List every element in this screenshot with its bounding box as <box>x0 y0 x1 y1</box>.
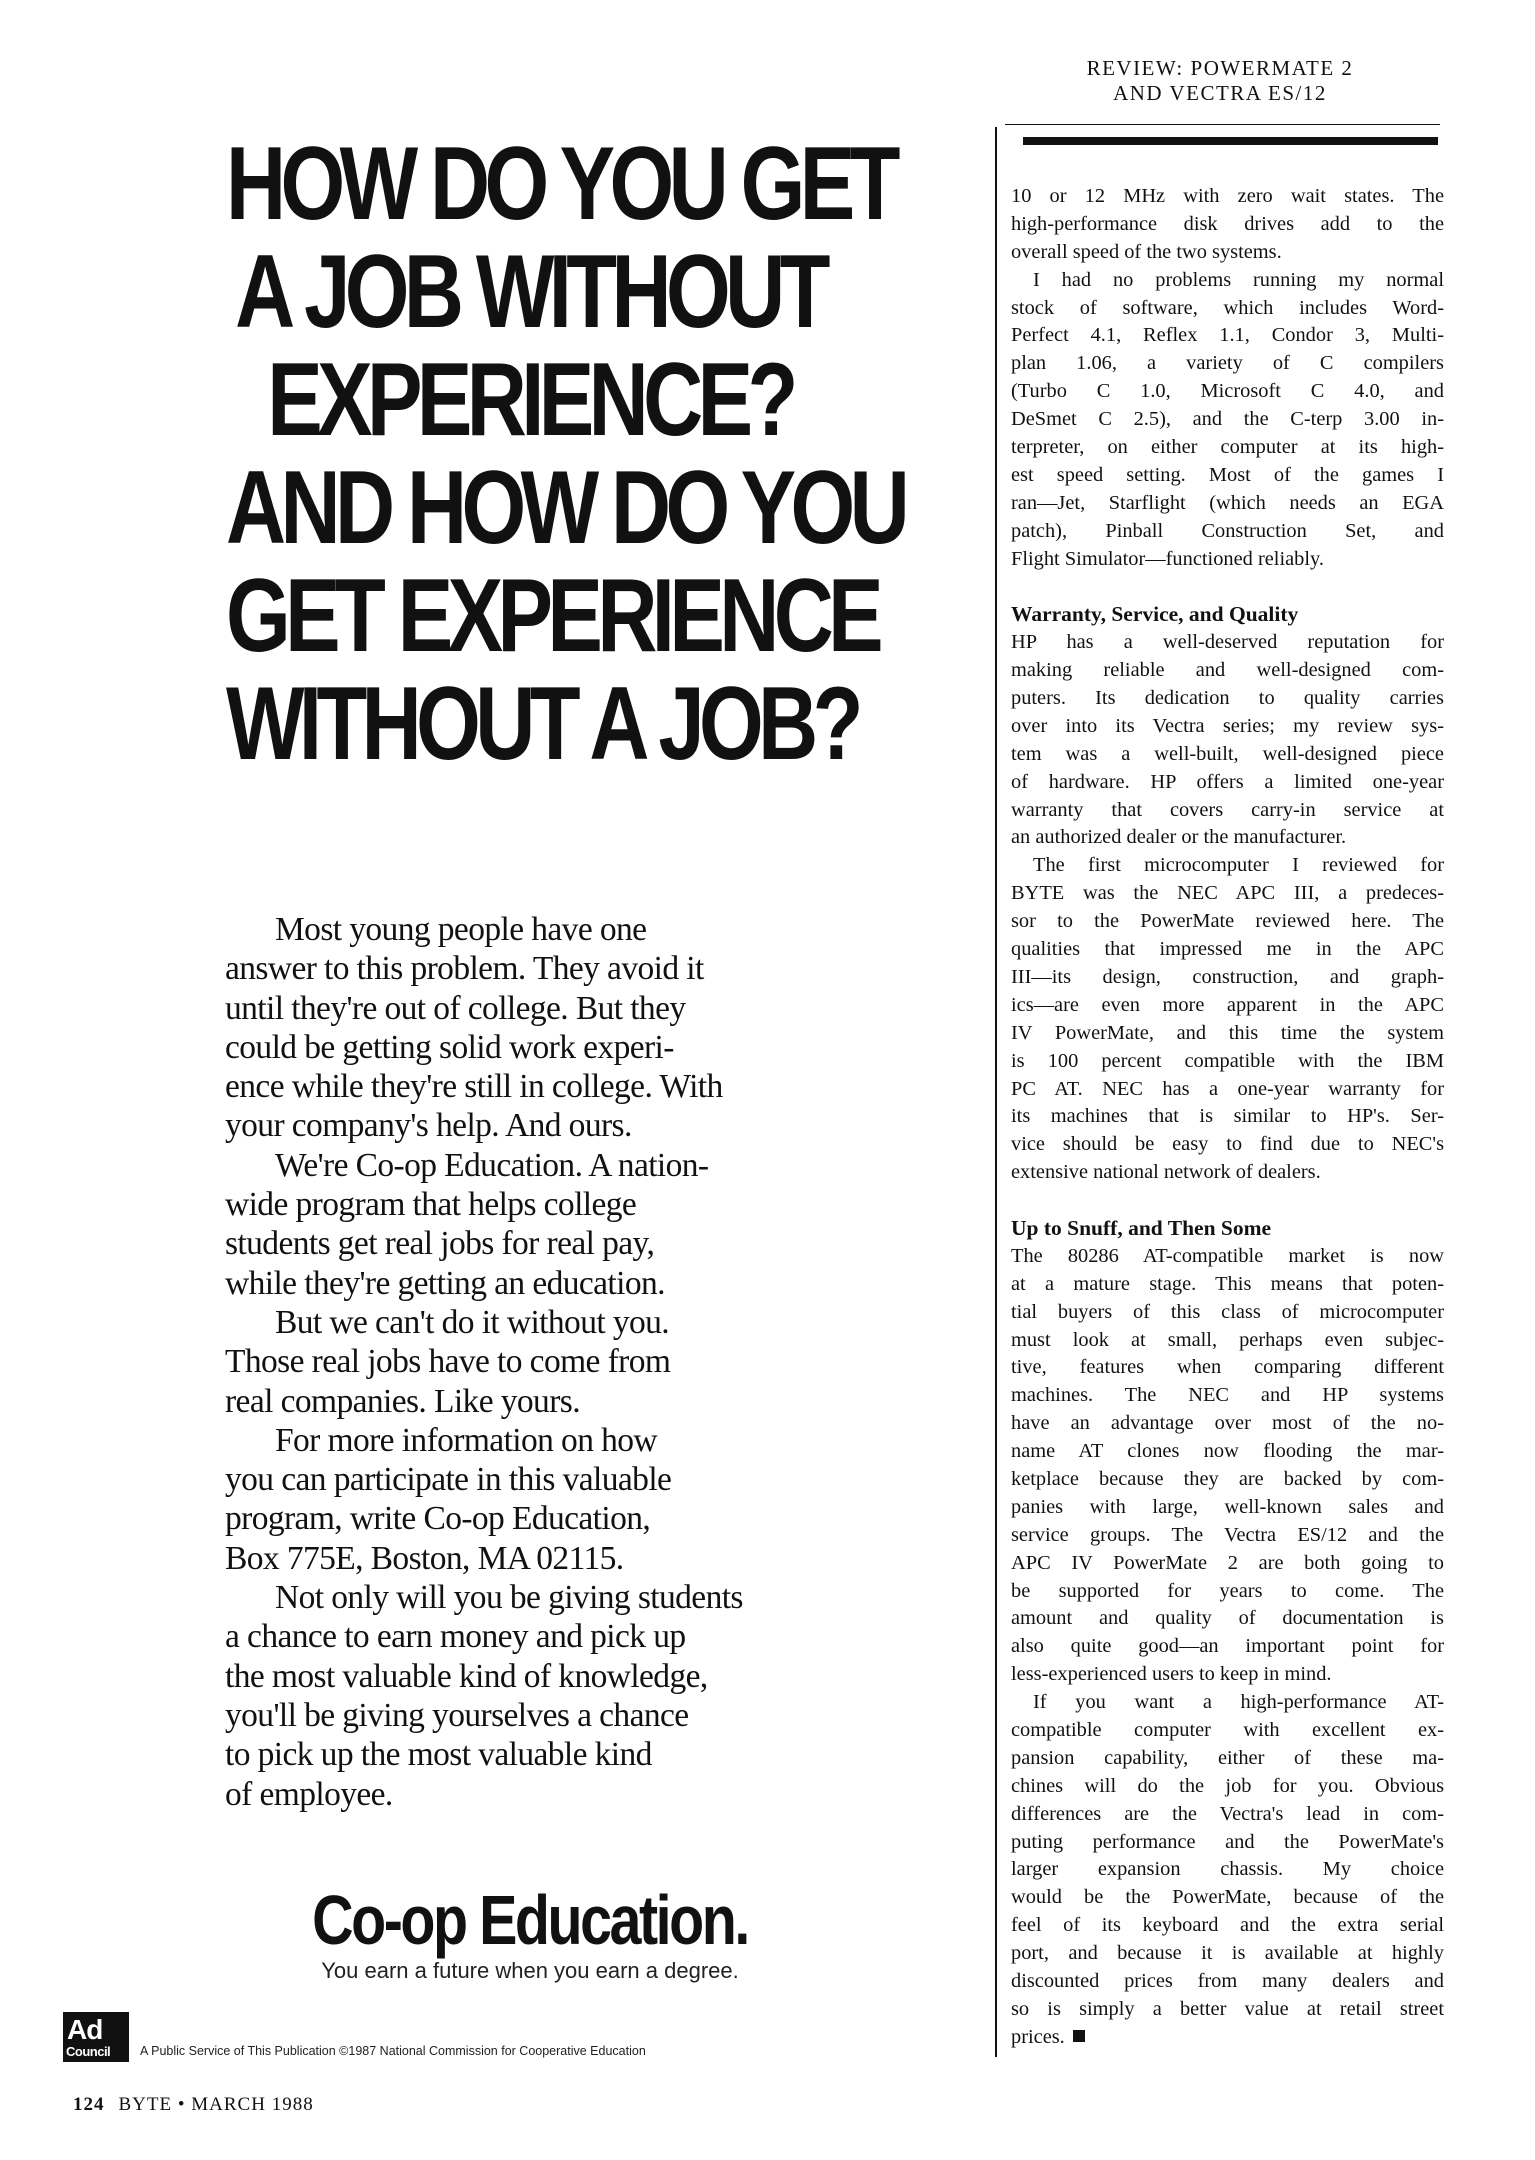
article-line-text: BYTE was the NEC APC III, a predeces- <box>1011 882 1444 905</box>
ad-body-line: the most valuable kind of knowledge, <box>225 1657 708 1695</box>
article-line <box>1011 1912 1444 1940</box>
article-line <box>1011 1996 1444 2024</box>
ad-body-line: program, write Co-op Education, <box>225 1500 651 1538</box>
article-line <box>1011 1438 1444 1466</box>
article-line <box>1011 2024 1444 2052</box>
article-line-text: tem was a well-built, well-designed piece <box>1011 742 1444 765</box>
co-op-education-logo: Co-op Education. <box>312 1881 748 1959</box>
running-head <box>1000 56 1440 106</box>
article-line-text: vice should be easy to find due to NEC's <box>1011 1133 1444 1156</box>
ad-council-logo <box>63 2012 129 2062</box>
running-head-line-1: REVIEW: POWERMATE 2 <box>1086 56 1354 80</box>
ad-body-line: of employee. <box>225 1775 393 1813</box>
ad-credit: A Public Service of This Publication ©1987 National Commission for Cooperative Education <box>140 2044 646 2058</box>
article-line <box>1011 769 1444 797</box>
article-subhead: Warranty, Service, and Quality <box>1011 602 1299 627</box>
ad-body-line: But we can't do it without you. <box>275 1303 670 1341</box>
ad-body-line: you'll be giving yourselves a chance <box>225 1696 689 1734</box>
article-line-text: also quite good—an important point for <box>1011 1635 1444 1658</box>
article-line <box>1011 1410 1444 1438</box>
article-line-text: feel of its keyboard and the extra serial <box>1011 1914 1444 1937</box>
article-line-text: DeSmet C 2.5), and the C-terp 3.00 in- <box>1011 408 1444 431</box>
article-line <box>1011 183 1444 211</box>
article-line <box>1011 1382 1444 1410</box>
article-line <box>1011 1271 1444 1299</box>
article-line-text: plan 1.06, a variety of C compilers <box>1011 352 1444 375</box>
ad-body-line: while they're getting an education. <box>225 1264 665 1302</box>
article-line-text: panies with large, well-known sales and <box>1011 1495 1444 1518</box>
article-line <box>1011 1522 1444 1550</box>
page-folio <box>73 2094 314 2116</box>
article-line <box>1011 880 1444 908</box>
article-line <box>1011 350 1444 378</box>
ad-headline <box>226 126 905 782</box>
article-line <box>1011 1299 1444 1327</box>
article-line-text: The 80286 AT-compatible market is now <box>1011 1244 1444 1267</box>
article-line-text: overall speed of the two systems. <box>1011 240 1282 263</box>
article-line-text: port, and because it is available at highly <box>1011 1942 1444 1965</box>
article-line <box>1011 629 1444 657</box>
ad-body-line: For more information on how <box>275 1421 658 1459</box>
article-line <box>1011 1968 1444 1996</box>
header-rule-thin <box>1005 124 1440 125</box>
ad-headline-line: A JOB WITHOUT <box>235 234 825 350</box>
article-line <box>1011 1829 1444 1857</box>
article-line-text: III—its design, construction, and graph- <box>1011 965 1444 988</box>
page-number: 124 <box>73 2094 105 2115</box>
article-line <box>1011 1717 1444 1745</box>
article-line-text: IV PowerMate, and this time the system <box>1011 1021 1444 1044</box>
ad-council-logo-small: Council <box>66 2044 111 2059</box>
article-line-text: tive, features when comparing different <box>1011 1356 1444 1379</box>
article-line <box>1011 657 1444 685</box>
ad-body-line: students get real jobs for real pay, <box>225 1225 655 1263</box>
ad-body-line: a chance to earn money and pick up <box>225 1618 686 1656</box>
article-line <box>1011 685 1444 713</box>
article-line-text: compatible computer with excellent ex- <box>1011 1718 1444 1741</box>
article-line-text: pansion capability, either of these ma- <box>1011 1746 1444 1769</box>
article-line <box>1011 434 1444 462</box>
ad-headline-line: GET EXPERIENCE <box>226 558 879 674</box>
article-line <box>1011 1103 1444 1131</box>
article-line <box>1011 1048 1444 1076</box>
article-line <box>1011 490 1444 518</box>
article-line <box>1011 211 1444 239</box>
article-line-text: differences are the Vectra's lead in com- <box>1011 1802 1444 1825</box>
article-line <box>1011 462 1444 490</box>
article-line <box>1011 1605 1444 1633</box>
ad-body-line: Those real jobs have to come from <box>225 1343 671 1381</box>
article-subhead: Up to Snuff, and Then Some <box>1011 1215 1272 1240</box>
running-head-line-2: AND VECTRA ES/12 <box>1113 81 1327 105</box>
article-line <box>1011 908 1444 936</box>
article-line-text: Perfect 4.1, Reflex 1.1, Condor 3, Multi- <box>1011 324 1444 347</box>
paragraph-gap <box>1011 1187 1444 1215</box>
ad-body-line: your company's help. And ours. <box>225 1107 632 1145</box>
article-line <box>1011 964 1444 992</box>
article-line-text: less-experienced users to keep in mind. <box>1011 1663 1332 1686</box>
header-rule-thick <box>1023 137 1438 145</box>
article-line-text: ran—Jet, Starflight (which needs an EGA <box>1011 491 1444 514</box>
article-line-text: qualities that impressed me in the APC <box>1011 938 1444 961</box>
ad-body-line: real companies. Like yours. <box>225 1382 580 1420</box>
article-line <box>1011 1940 1444 1968</box>
article-line-text: would be the PowerMate, because of the <box>1011 1886 1444 1909</box>
article-line <box>1011 1076 1444 1104</box>
article-line <box>1011 713 1444 741</box>
article-line-text: If you want a high-performance AT- <box>1033 1691 1444 1714</box>
article-line <box>1011 1801 1444 1829</box>
ad-headline-line: WITHOUT A JOB? <box>226 666 858 782</box>
magazine-issue: BYTE • MARCH 1988 <box>118 2094 314 2115</box>
article-line-text: 10 or 12 MHz with zero wait states. The <box>1011 185 1444 207</box>
article-line-text: machines. The NEC and HP systems <box>1011 1384 1444 1407</box>
article-line-text: extensive national network of dealers. <box>1011 1161 1321 1184</box>
article-line-text: PC AT. NEC has a one-year warranty for <box>1011 1077 1444 1100</box>
ad-headline-line: EXPERIENCE? <box>267 342 793 458</box>
ad-council-logo-big: Ad <box>67 2014 103 2045</box>
article-line-text: sor to the PowerMate reviewed here. The <box>1011 910 1444 933</box>
article-line-text: stock of software, which includes Word- <box>1011 296 1444 319</box>
article-line-text: tial buyers of this class of microcomputer <box>1011 1300 1444 1323</box>
article-line-text: HP has a well-deserved reputation for <box>1011 631 1444 654</box>
end-of-article-mark <box>1073 2030 1085 2042</box>
ad-body-line: ence while they're still in college. With <box>225 1068 723 1106</box>
article-line-text: high-performance disk drives add to the <box>1011 212 1444 235</box>
article-line-text: of hardware. HP offers a limited one-year <box>1011 770 1444 793</box>
ad-headline-line: AND HOW DO YOU <box>226 450 905 566</box>
article-line-text: est speed setting. Most of the games I <box>1011 463 1444 486</box>
article-line <box>1011 1327 1444 1355</box>
article-line-text: is 100 percent compatible with the IBM <box>1011 1049 1444 1072</box>
ad-body-line: Most young people have one <box>275 911 647 948</box>
article-line <box>1011 741 1444 769</box>
article-line <box>1011 1856 1444 1884</box>
article-line-text: name AT clones now flooding the mar- <box>1011 1440 1444 1463</box>
article-line <box>1011 239 1444 267</box>
article-line-text: puting performance and the PowerMate's <box>1011 1830 1444 1853</box>
article-line <box>1011 936 1444 964</box>
ad-body-line: you can participate in this valuable <box>225 1461 672 1499</box>
ad-body-line: answer to this problem. They avoid it <box>225 950 704 988</box>
ad-body-line: Box 775E, Boston, MA 02115. <box>225 1539 624 1577</box>
article-line <box>1011 378 1444 406</box>
article-line <box>1011 1354 1444 1382</box>
column-rule <box>995 127 997 2057</box>
article-line <box>1011 546 1444 574</box>
article-line-text: its machines that is similar to HP's. Ser- <box>1011 1105 1444 1128</box>
ad-tagline: You earn a future when you earn a degree. <box>321 1958 739 1983</box>
article-line-text: must look at small, perhaps even subjec- <box>1011 1328 1444 1351</box>
article-line-text: amount and quality of documentation is <box>1011 1607 1444 1630</box>
article-line <box>1011 1020 1444 1048</box>
article-line <box>1011 1689 1444 1717</box>
article-line-text: ics—are even more apparent in the APC <box>1011 993 1444 1016</box>
article-line <box>1011 852 1444 880</box>
article-line-text: at a mature stage. This means that poten- <box>1011 1272 1444 1295</box>
ad-body-line: until they're out of college. But they <box>225 989 686 1027</box>
article-line <box>1011 1578 1444 1606</box>
article-line-text: puters. Its dedication to quality carries <box>1011 687 1444 710</box>
article-line-text: The first microcomputer I reviewed for <box>1033 854 1444 877</box>
ad-body-line: wide program that helps college <box>225 1186 637 1224</box>
article-line-text: so is simply a better value at retail street <box>1011 1997 1444 2020</box>
article-line <box>1011 1745 1444 1773</box>
article-line-text: over into its Vectra series; my review sys- <box>1011 714 1444 737</box>
article-line-text: (Turbo C 1.0, Microsoft C 4.0, and <box>1011 380 1444 403</box>
article-line-text: terpreter, on either computer at its high- <box>1011 436 1444 459</box>
article-line-text: have an advantage over most of the no- <box>1011 1412 1444 1435</box>
article-line <box>1011 1159 1444 1187</box>
article-line-text: prices. <box>1011 2025 1065 2048</box>
article-line <box>1011 406 1444 434</box>
article-line <box>1011 518 1444 546</box>
article-line-text: service groups. The Vectra ES/12 and the <box>1011 1523 1444 1546</box>
article-line <box>1011 1550 1444 1578</box>
article-line-text: an authorized dealer or the manufacturer. <box>1011 826 1347 849</box>
article-line-text: chines will do the job for you. Obvious <box>1011 1774 1444 1797</box>
article-line <box>1011 1243 1444 1271</box>
article-line-text: discounted prices from many dealers and <box>1011 1970 1444 1992</box>
article-column <box>1011 183 1444 2052</box>
article-line-text: Flight Simulator—functioned reliably. <box>1011 547 1324 570</box>
article-line-text: patch), Pinball Construction Set, and <box>1011 519 1444 542</box>
ad-body-line: We're Co-op Education. A nation- <box>275 1146 709 1184</box>
ad-body-line: Not only will you be giving students <box>275 1579 743 1617</box>
article-line-text: warranty that covers carry-in service at <box>1011 798 1444 821</box>
ad-body-copy <box>225 910 875 1814</box>
article-line <box>1011 267 1444 295</box>
article-line <box>1011 824 1444 852</box>
article-line <box>1011 1633 1444 1661</box>
article-line <box>1011 295 1444 323</box>
article-line-text: I had no problems running my normal <box>1033 268 1444 291</box>
ad-headline-line: HOW DO YOU GET <box>226 126 895 242</box>
article-line-text: making reliable and well-designed com- <box>1011 659 1444 682</box>
article-line-text: ketplace because they are backed by com- <box>1011 1467 1444 1490</box>
article-line <box>1011 797 1444 825</box>
article-line <box>1011 1884 1444 1912</box>
article-line-text: be supported for years to come. The <box>1011 1579 1444 1602</box>
article-line <box>1011 1466 1444 1494</box>
article-line <box>1011 1131 1444 1159</box>
ad-body-line: could be getting solid work experi- <box>225 1028 674 1066</box>
article-line <box>1011 1494 1444 1522</box>
article-line <box>1011 992 1444 1020</box>
article-line-text: larger expansion chassis. My choice <box>1011 1858 1444 1881</box>
article-line <box>1011 1661 1444 1689</box>
paragraph-gap <box>1011 573 1444 601</box>
article-line <box>1011 322 1444 350</box>
article-line <box>1011 1773 1444 1801</box>
ad-body-line: to pick up the most valuable kind <box>225 1736 652 1774</box>
article-line-text: APC IV PowerMate 2 are both going to <box>1011 1551 1444 1574</box>
